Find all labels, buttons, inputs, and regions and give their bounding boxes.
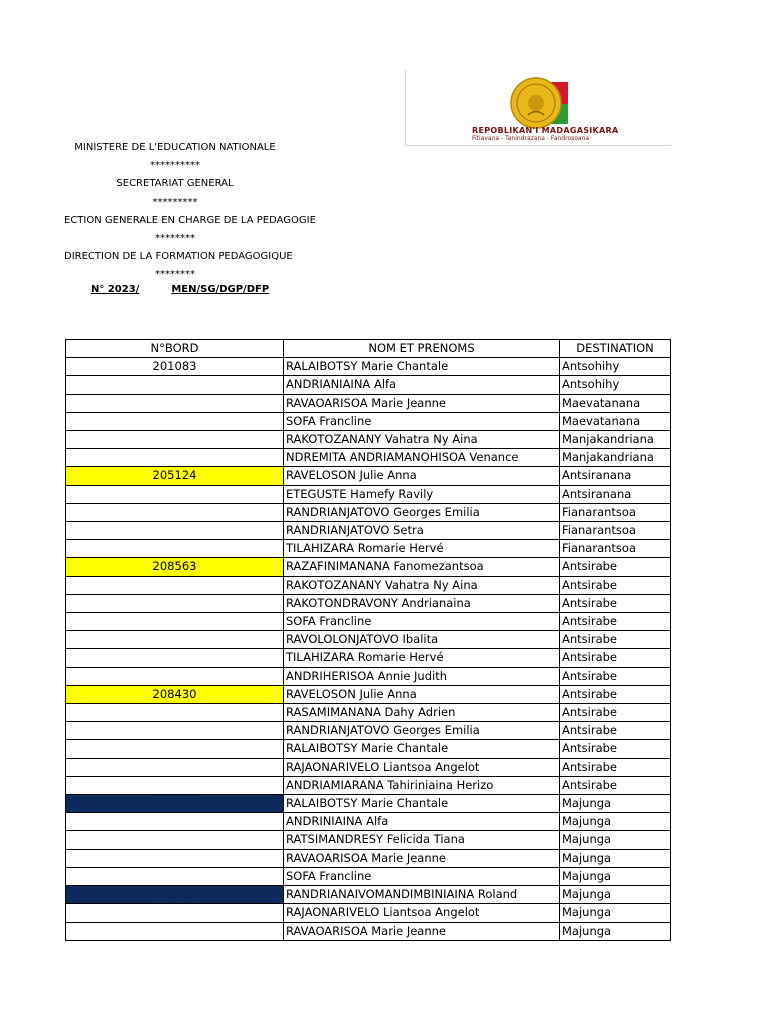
logo-text: REPOBLIKAN'I MADAGASIKARA bbox=[472, 126, 619, 135]
cell-name: RANDRIANAIVOMANDIMBINIAINA Roland bbox=[284, 886, 560, 904]
cell-bord bbox=[66, 740, 284, 758]
table-row bbox=[66, 867, 671, 885]
table-row bbox=[66, 886, 671, 904]
table-row bbox=[66, 758, 671, 776]
cell-name: RALAIBOTSY Marie Chantale bbox=[284, 358, 560, 376]
table-row bbox=[66, 849, 671, 867]
header-separator: ********* bbox=[152, 196, 198, 208]
table-row bbox=[66, 904, 671, 922]
cell-bord bbox=[66, 522, 284, 540]
table-row bbox=[66, 358, 671, 376]
cell-name: TILAHIZARA Romarie Hervé bbox=[284, 540, 560, 558]
cell-bord bbox=[66, 394, 284, 412]
table-row bbox=[66, 485, 671, 503]
cell-bord bbox=[66, 904, 284, 922]
cell-bord bbox=[66, 758, 284, 776]
table-row bbox=[66, 394, 671, 412]
cell-destination: Manjakandriana bbox=[560, 449, 671, 467]
header-secretariat: SECRETARIAT GENERAL bbox=[116, 178, 234, 190]
cell-name: ANDRIANIAINA Alfa bbox=[284, 376, 560, 394]
table-row bbox=[66, 412, 671, 430]
cell-bord bbox=[66, 867, 284, 885]
table-row bbox=[66, 376, 671, 394]
header-direction-generale: ECTION GENERALE EN CHARGE DE LA PEDAGOGIE bbox=[64, 214, 316, 226]
cell-destination: Antsirabe bbox=[560, 631, 671, 649]
reference-number bbox=[91, 284, 269, 295]
cell-destination: Antsiranana bbox=[560, 485, 671, 503]
cell-destination: Antsirabe bbox=[560, 613, 671, 631]
cell-destination: Antsirabe bbox=[560, 649, 671, 667]
cell-destination: Antsiranana bbox=[560, 467, 671, 485]
cell-name: RALAIBOTSY Marie Chantale bbox=[284, 795, 560, 813]
cell-bord bbox=[66, 594, 284, 612]
cell-bord bbox=[66, 922, 284, 940]
cell-name: RAJAONARIVELO Liantsoa Angelot bbox=[284, 904, 560, 922]
cell-name: ANDRIHERISOA Annie Judith bbox=[284, 667, 560, 685]
ref-code: MEN/SG/DGP/DFP bbox=[171, 284, 270, 295]
cell-destination: Antsirabe bbox=[560, 758, 671, 776]
cell-name: SOFA Francline bbox=[284, 613, 560, 631]
cell-name: ETEGUSTE Hamefy Ravily bbox=[284, 485, 560, 503]
cell-bord bbox=[66, 613, 284, 631]
cell-name: RAVAOARISOA Marie Jeanne bbox=[284, 849, 560, 867]
cell-bord: 205124 bbox=[66, 467, 284, 485]
cell-destination: Maevatanana bbox=[560, 394, 671, 412]
ministry-header bbox=[64, 139, 316, 285]
cell-destination: Antsirabe bbox=[560, 667, 671, 685]
cell-bord bbox=[66, 849, 284, 867]
cell-name: RAZAFINIMANANA Fanomezantsoa bbox=[284, 558, 560, 576]
table-row bbox=[66, 431, 671, 449]
cell-name: RANDRIANJATOVO Georges Emilia bbox=[284, 503, 560, 521]
cell-bord: 212020 bbox=[66, 795, 284, 813]
assignment-table bbox=[65, 339, 671, 941]
cell-destination: Majunga bbox=[560, 922, 671, 940]
cell-name: RAKOTONDRAVONY Andrianaina bbox=[284, 594, 560, 612]
table-header-row bbox=[66, 340, 671, 358]
cell-destination: Antsohihy bbox=[560, 376, 671, 394]
cell-bord: 201083 bbox=[66, 358, 284, 376]
table-row bbox=[66, 685, 671, 703]
header-separator: ******** bbox=[155, 232, 195, 244]
cell-bord bbox=[66, 485, 284, 503]
ref-number: N° 2023/ bbox=[91, 284, 140, 295]
table-row bbox=[66, 613, 671, 631]
cell-name: RAVAOARISOA Marie Jeanne bbox=[284, 394, 560, 412]
cell-name: RAVAOARISOA Marie Jeanne bbox=[284, 922, 560, 940]
cell-bord bbox=[66, 722, 284, 740]
table-row bbox=[66, 704, 671, 722]
cell-bord bbox=[66, 449, 284, 467]
table-row bbox=[66, 594, 671, 612]
table-row bbox=[66, 740, 671, 758]
cell-name: RASAMIMANANA Dahy Adrien bbox=[284, 704, 560, 722]
cell-bord bbox=[66, 576, 284, 594]
table-row bbox=[66, 722, 671, 740]
header-direction-formation: DIRECTION DE LA FORMATION PEDAGOGIQUE bbox=[64, 251, 293, 263]
header-separator: ******** bbox=[155, 269, 195, 281]
cell-name: RAKOTOZANANY Vahatra Ny Aina bbox=[284, 431, 560, 449]
cell-destination: Majunga bbox=[560, 795, 671, 813]
cell-destination: Fianarantsoa bbox=[560, 540, 671, 558]
table-row bbox=[66, 649, 671, 667]
table-row bbox=[66, 667, 671, 685]
table-row bbox=[66, 540, 671, 558]
cell-bord bbox=[66, 831, 284, 849]
table-row bbox=[66, 776, 671, 794]
cell-destination: Manjakandriana bbox=[560, 431, 671, 449]
cell-name: RANDRIANJATOVO Setra bbox=[284, 522, 560, 540]
table-row bbox=[66, 831, 671, 849]
cell-destination: Antsirabe bbox=[560, 576, 671, 594]
cell-bord bbox=[66, 704, 284, 722]
cell-name: RANDRIANJATOVO Georges Emilia bbox=[284, 722, 560, 740]
cell-name: SOFA Francline bbox=[284, 867, 560, 885]
table-row bbox=[66, 467, 671, 485]
table-row bbox=[66, 631, 671, 649]
table-row bbox=[66, 558, 671, 576]
col-header-bord: N°BORD bbox=[66, 340, 284, 358]
cell-bord bbox=[66, 776, 284, 794]
cell-name: RATSIMANDRESY Felicida Tiana bbox=[284, 831, 560, 849]
cell-destination: Antsirabe bbox=[560, 704, 671, 722]
cell-destination: Majunga bbox=[560, 886, 671, 904]
cell-name: RAJAONARIVELO Liantsoa Angelot bbox=[284, 758, 560, 776]
header-ministry: MINISTERE DE L'EDUCATION NATIONALE bbox=[74, 142, 276, 153]
cell-bord bbox=[66, 540, 284, 558]
logo-motto: Fitiavana - Tanindrazana - Fandrosoana bbox=[472, 135, 590, 142]
header-separator: ********** bbox=[150, 160, 200, 172]
cell-name: SOFA Francline bbox=[284, 412, 560, 430]
cell-destination: Majunga bbox=[560, 831, 671, 849]
cell-destination: Antsirabe bbox=[560, 722, 671, 740]
cell-bord bbox=[66, 503, 284, 521]
cell-bord: 205295 bbox=[66, 886, 284, 904]
table-row bbox=[66, 449, 671, 467]
table-row bbox=[66, 522, 671, 540]
cell-bord bbox=[66, 813, 284, 831]
col-header-name: NOM ET PRENOMS bbox=[284, 340, 560, 358]
table-row bbox=[66, 503, 671, 521]
cell-destination: Majunga bbox=[560, 849, 671, 867]
table-row bbox=[66, 795, 671, 813]
cell-destination: Antsohihy bbox=[560, 358, 671, 376]
cell-destination: Majunga bbox=[560, 904, 671, 922]
cell-bord bbox=[66, 376, 284, 394]
cell-name: ANDRIAMIARANA Tahiriniaina Herizo bbox=[284, 776, 560, 794]
table-row bbox=[66, 576, 671, 594]
cell-bord: 208563 bbox=[66, 558, 284, 576]
cell-bord bbox=[66, 631, 284, 649]
cell-destination: Majunga bbox=[560, 813, 671, 831]
cell-destination: Antsirabe bbox=[560, 740, 671, 758]
cell-name: RAVOLOLONJATOVO Ibalita bbox=[284, 631, 560, 649]
cell-destination: Majunga bbox=[560, 867, 671, 885]
cell-name: RAVELOSON Julie Anna bbox=[284, 467, 560, 485]
cell-destination: Antsirabe bbox=[560, 594, 671, 612]
cell-bord bbox=[66, 412, 284, 430]
cell-name: RAKOTOZANANY Vahatra Ny Aina bbox=[284, 576, 560, 594]
cell-name: TILAHIZARA Romarie Hervé bbox=[284, 649, 560, 667]
cell-name: RALAIBOTSY Marie Chantale bbox=[284, 740, 560, 758]
cell-destination: Antsirabe bbox=[560, 776, 671, 794]
cell-name: RAVELOSON Julie Anna bbox=[284, 685, 560, 703]
cell-destination: Antsirabe bbox=[560, 685, 671, 703]
table-row bbox=[66, 813, 671, 831]
cell-destination: Maevatanana bbox=[560, 412, 671, 430]
table-row bbox=[66, 922, 671, 940]
cell-bord bbox=[66, 649, 284, 667]
cell-bord: 208430 bbox=[66, 685, 284, 703]
republic-logo bbox=[405, 70, 671, 146]
cell-name: ANDRINIAINA Alfa bbox=[284, 813, 560, 831]
cell-name: NDREMITA ANDRIAMANOHISOA Venance bbox=[284, 449, 560, 467]
cell-bord bbox=[66, 431, 284, 449]
cell-bord bbox=[66, 667, 284, 685]
cell-destination: Fianarantsoa bbox=[560, 503, 671, 521]
cell-destination: Fianarantsoa bbox=[560, 522, 671, 540]
col-header-destination: DESTINATION bbox=[560, 340, 671, 358]
cell-destination: Antsirabe bbox=[560, 558, 671, 576]
